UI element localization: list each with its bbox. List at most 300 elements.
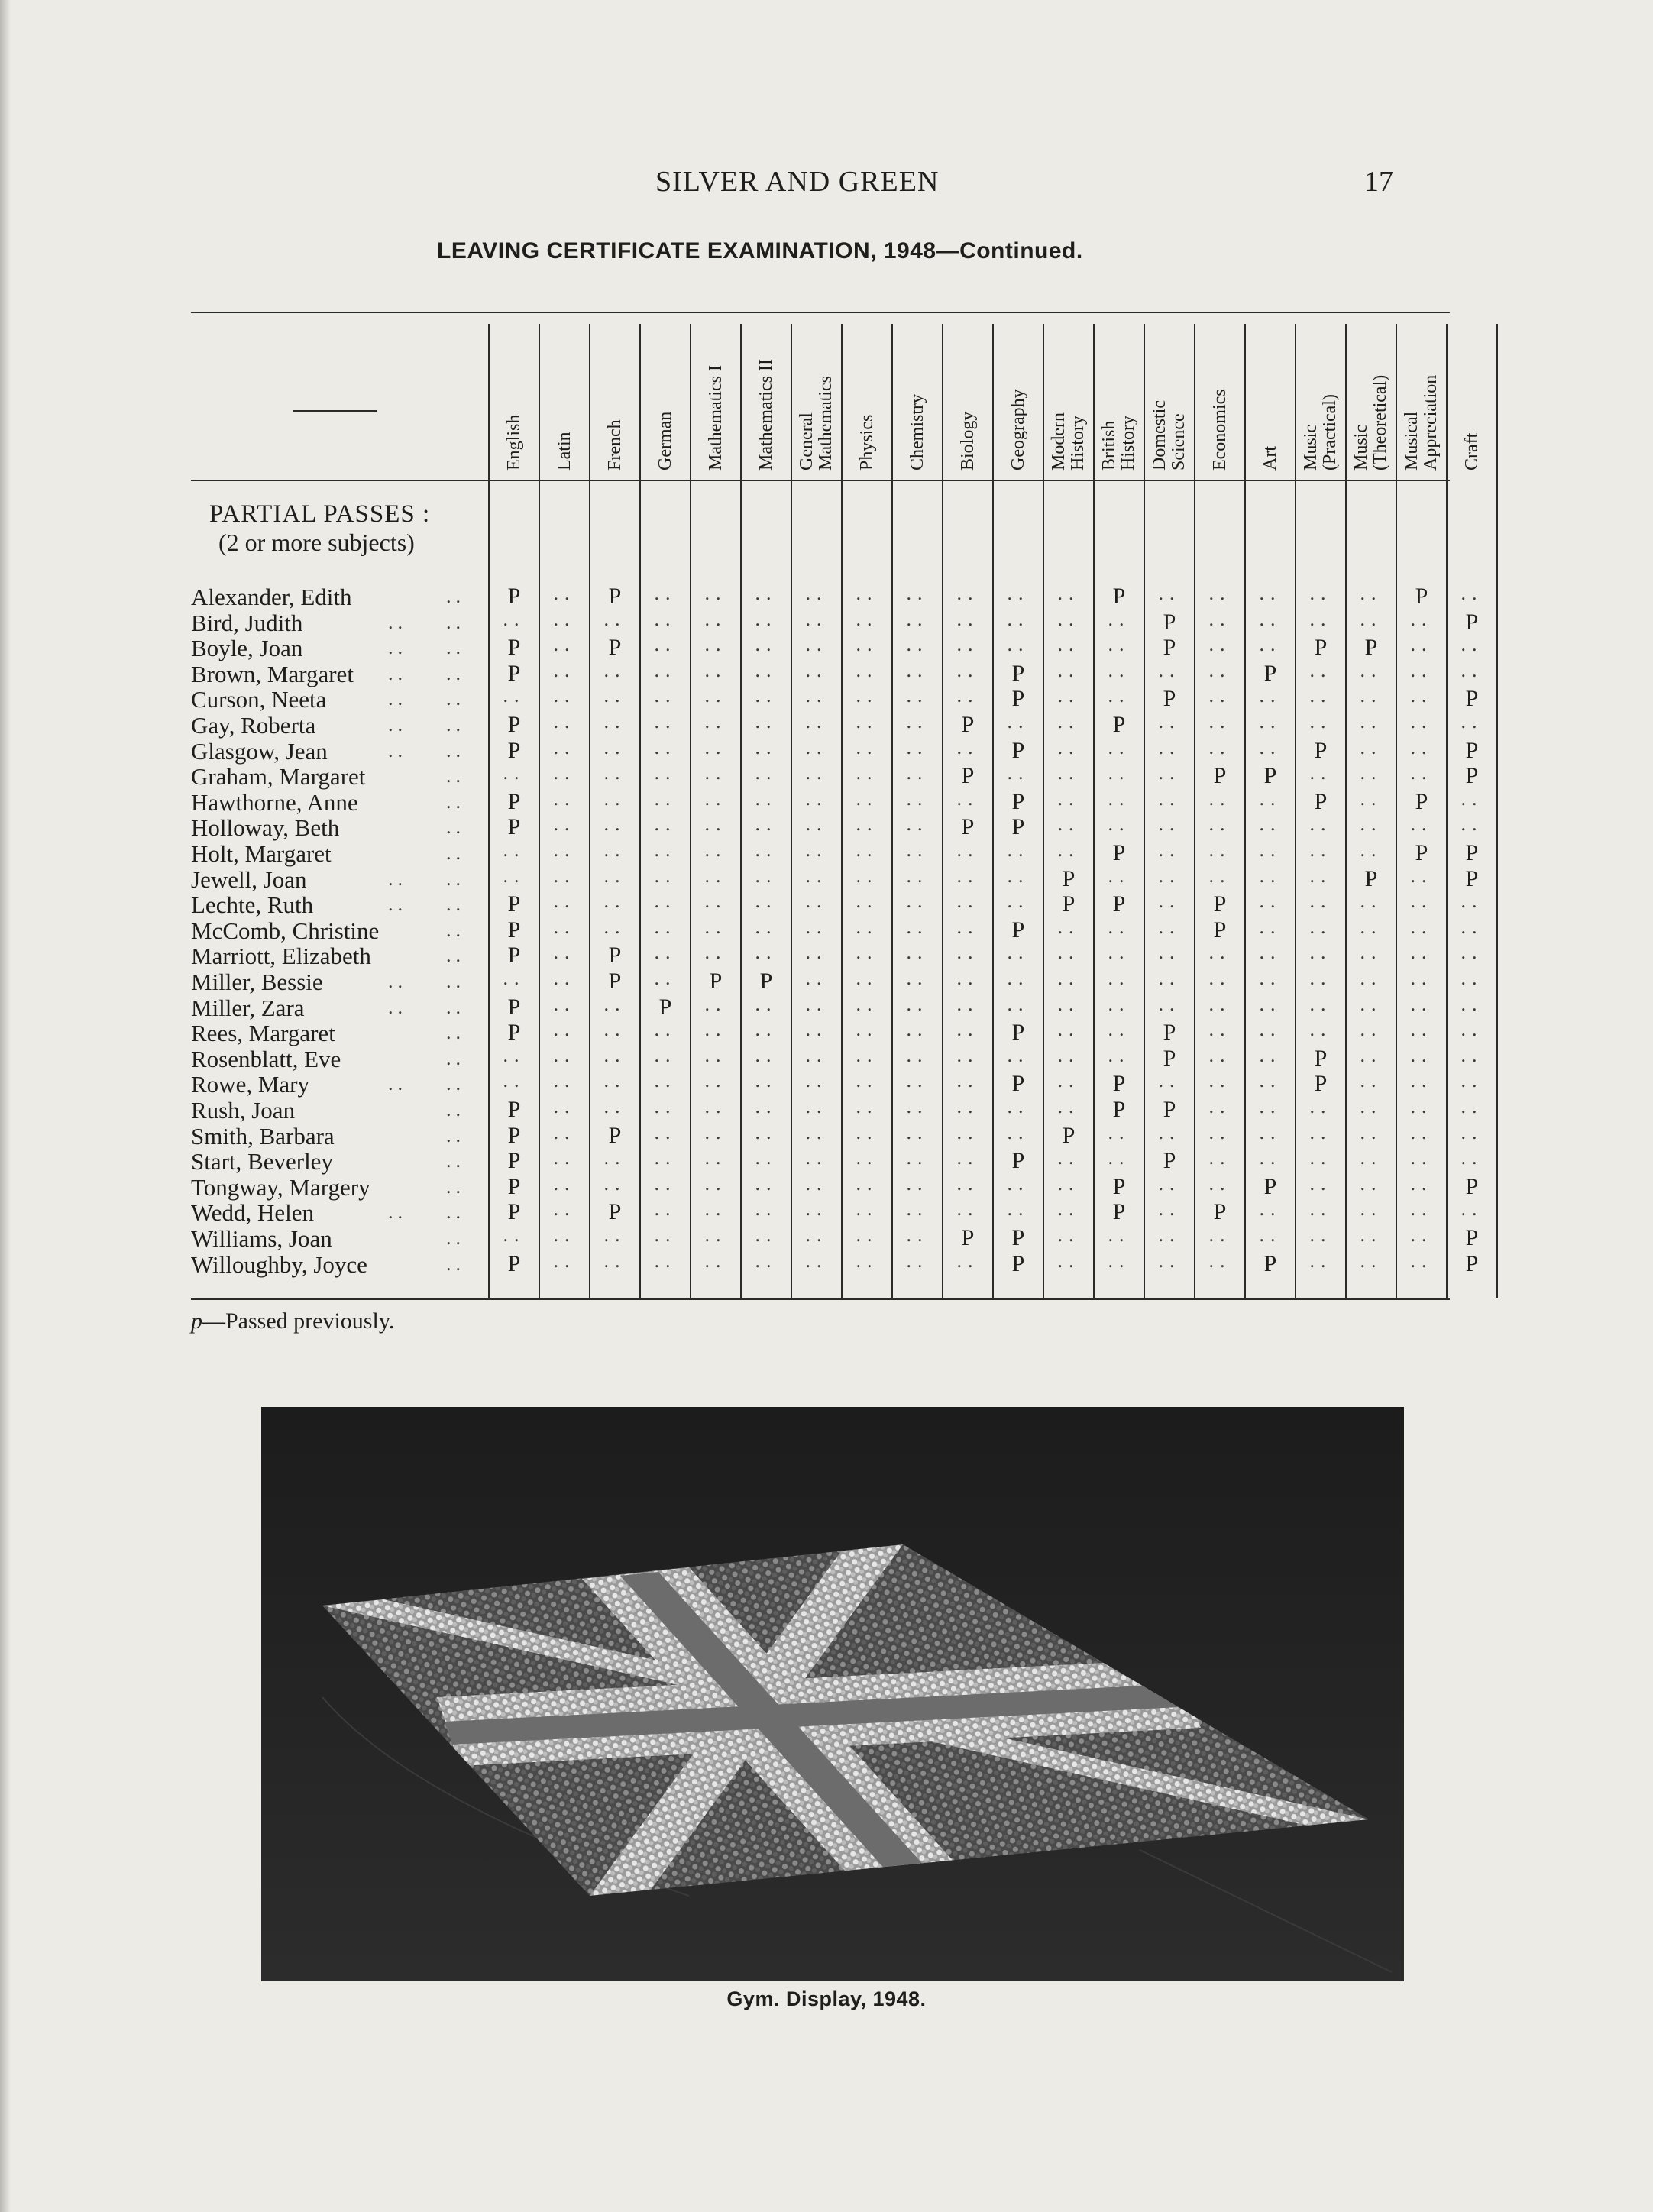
photo-caption: Gym. Display, 1948. — [726, 1987, 927, 2010]
subject-header — [640, 333, 691, 471]
empty-cell-dots: .. — [956, 941, 979, 964]
empty-cell-dots: .. — [603, 864, 626, 887]
empty-cell-dots: .. — [906, 1043, 929, 1066]
empty-cell-dots: .. — [704, 864, 727, 887]
empty-cell-dots: .. — [906, 890, 929, 913]
page-subtitle: LEAVING CERTIFICATE EXAMINATION, 1948—Continued. — [437, 238, 1083, 264]
empty-cell-dots: .. — [654, 1043, 677, 1066]
student-name: Marriott, Elizabeth — [191, 943, 371, 970]
empty-cell-dots: .. — [755, 1069, 778, 1092]
pass-mark: P — [1011, 1225, 1025, 1250]
pass-mark: P — [1011, 788, 1025, 814]
table-header-rule — [191, 480, 1450, 481]
pass-mark: P — [608, 1122, 622, 1148]
empty-cell-dots: .. — [1259, 915, 1282, 938]
empty-cell-dots: .. — [503, 1043, 526, 1066]
empty-cell-dots: .. — [856, 1121, 878, 1143]
empty-cell-dots: .. — [1108, 736, 1131, 758]
empty-cell-dots: .. — [1410, 941, 1433, 964]
empty-cell-dots: .. — [1461, 658, 1483, 681]
name-leader-dots: .. — [388, 867, 407, 890]
empty-cell-dots: .. — [856, 1043, 878, 1066]
table-row — [191, 738, 466, 763]
empty-cell-dots: .. — [1158, 762, 1181, 784]
empty-cell-dots: .. — [704, 839, 727, 861]
empty-cell-dots: .. — [856, 736, 878, 758]
empty-cell-dots: .. — [553, 1095, 576, 1117]
empty-cell-dots: .. — [956, 992, 979, 1015]
empty-cell-dots: .. — [603, 1146, 626, 1169]
pass-mark: P — [1011, 660, 1025, 686]
pass-mark: P — [1112, 584, 1126, 609]
empty-cell-dots: .. — [1108, 1043, 1131, 1066]
empty-cell-dots: .. — [755, 736, 778, 758]
empty-cell-dots: .. — [906, 582, 929, 604]
row-leader-dots: .. — [446, 790, 465, 813]
empty-cell-dots: .. — [856, 762, 878, 784]
empty-cell-dots: .. — [553, 890, 576, 913]
empty-cell-dots: .. — [1158, 710, 1181, 732]
student-name: Tongway, Margery — [191, 1173, 370, 1201]
empty-cell-dots: .. — [906, 736, 929, 758]
empty-cell-dots: .. — [704, 1018, 727, 1041]
empty-cell-dots: .. — [1208, 684, 1231, 707]
pass-mark: P — [507, 917, 521, 943]
empty-cell-dots: .. — [906, 658, 929, 681]
empty-cell-dots: .. — [755, 1121, 778, 1143]
empty-cell-dots: .. — [1461, 992, 1483, 1015]
table-row — [191, 1174, 466, 1199]
empty-cell-dots: .. — [805, 1069, 828, 1092]
empty-cell-dots: .. — [503, 1224, 526, 1246]
subject-header-label: Modern History — [1049, 412, 1088, 471]
empty-cell-dots: .. — [1158, 1249, 1181, 1272]
pass-mark: P — [1465, 737, 1479, 763]
pass-mark: P — [1062, 1122, 1076, 1148]
empty-cell-dots: .. — [1007, 633, 1030, 656]
pass-mark: P — [1465, 686, 1479, 712]
subject-header — [993, 333, 1043, 471]
empty-cell-dots: .. — [1158, 890, 1181, 913]
empty-cell-dots: .. — [704, 1069, 727, 1092]
empty-cell-dots: .. — [603, 1224, 626, 1246]
section-subtitle: (2 or more subjects) — [218, 529, 415, 556]
empty-cell-dots: .. — [1259, 1018, 1282, 1041]
row-leader-dots: .. — [446, 739, 465, 762]
empty-cell-dots: .. — [1108, 864, 1131, 887]
row-leader-dots: .. — [446, 944, 465, 967]
pass-mark: P — [507, 1250, 521, 1276]
empty-cell-dots: .. — [956, 787, 979, 810]
empty-cell-dots: .. — [805, 1043, 828, 1066]
empty-cell-dots: .. — [805, 1172, 828, 1195]
name-leader-dots: .. — [388, 893, 407, 916]
empty-cell-dots: .. — [856, 1198, 878, 1221]
row-leader-dots: .. — [446, 893, 465, 916]
empty-cell-dots: .. — [956, 736, 979, 758]
empty-cell-dots: .. — [1309, 658, 1332, 681]
student-name: Start, Beverley — [191, 1148, 333, 1176]
empty-cell-dots: .. — [1410, 1018, 1433, 1041]
empty-cell-dots: .. — [654, 762, 677, 784]
empty-cell-dots: .. — [1410, 1069, 1433, 1092]
empty-cell-dots: .. — [1108, 915, 1131, 938]
empty-cell-dots: .. — [1158, 1224, 1181, 1246]
empty-cell-dots: .. — [1259, 967, 1282, 989]
empty-cell-dots: .. — [1360, 941, 1383, 964]
empty-cell-dots: .. — [1360, 710, 1383, 732]
empty-cell-dots: .. — [1208, 1172, 1231, 1195]
empty-cell-dots: .. — [1360, 582, 1383, 604]
row-leader-dots: .. — [446, 1201, 465, 1224]
empty-cell-dots: .. — [1360, 1249, 1383, 1272]
subject-header — [489, 333, 539, 471]
pass-mark: P — [1263, 1173, 1277, 1199]
empty-cell-dots: .. — [1057, 1198, 1080, 1221]
empty-cell-dots: .. — [1360, 1172, 1383, 1195]
empty-cell-dots: .. — [1461, 710, 1483, 732]
empty-cell-dots: .. — [805, 762, 828, 784]
empty-cell-dots: .. — [856, 839, 878, 861]
table-row — [191, 917, 466, 943]
empty-cell-dots: .. — [1259, 633, 1282, 656]
empty-cell-dots: .. — [805, 1198, 828, 1221]
subject-header — [1447, 333, 1497, 471]
empty-cell-dots: .. — [1158, 1069, 1181, 1092]
empty-cell-dots: .. — [1360, 967, 1383, 989]
pass-mark: P — [507, 584, 521, 609]
pass-mark: P — [507, 891, 521, 917]
empty-cell-dots: .. — [956, 1121, 979, 1143]
empty-cell-dots: .. — [1309, 1121, 1332, 1143]
row-leader-dots: .. — [446, 970, 465, 992]
empty-cell-dots: .. — [1410, 915, 1433, 938]
pass-mark: P — [1112, 1199, 1126, 1225]
pass-mark: P — [1163, 686, 1176, 712]
empty-cell-dots: .. — [704, 1095, 727, 1117]
pass-mark: P — [1011, 917, 1025, 943]
empty-cell-dots: .. — [1208, 787, 1231, 810]
row-leader-dots: .. — [446, 765, 465, 787]
empty-cell-dots: .. — [906, 1249, 929, 1272]
empty-cell-dots: .. — [704, 813, 727, 836]
empty-cell-dots: .. — [755, 1198, 778, 1221]
table-bottom-rule — [191, 1298, 1450, 1300]
empty-cell-dots: .. — [1007, 710, 1030, 732]
empty-cell-dots: .. — [1461, 915, 1483, 938]
empty-cell-dots: .. — [1360, 736, 1383, 758]
empty-cell-dots: .. — [704, 633, 727, 656]
gym-display-photo — [261, 1407, 1404, 1981]
empty-cell-dots: .. — [755, 839, 778, 861]
student-name: Wedd, Helen — [191, 1199, 315, 1227]
name-leader-dots: .. — [388, 687, 407, 710]
student-name: Rush, Joan — [191, 1097, 296, 1124]
empty-cell-dots: .. — [755, 762, 778, 784]
row-leader-dots: .. — [446, 585, 465, 607]
empty-cell-dots: .. — [956, 658, 979, 681]
empty-cell-dots: .. — [1158, 1121, 1181, 1143]
table-row — [191, 1148, 466, 1176]
empty-cell-dots: .. — [805, 1249, 828, 1272]
subject-header-label: General Mathematics — [797, 376, 836, 471]
footnote — [191, 1308, 394, 1334]
table-row — [191, 943, 466, 968]
empty-cell-dots: .. — [755, 813, 778, 836]
empty-cell-dots: .. — [1007, 1043, 1030, 1066]
subject-header — [590, 333, 640, 471]
empty-cell-dots: .. — [1108, 787, 1131, 810]
subject-header-label: Music (Practical) — [1301, 394, 1340, 471]
name-leader-dots: .. — [388, 970, 407, 992]
empty-cell-dots: .. — [1259, 1198, 1282, 1221]
subject-header-label: Art — [1260, 446, 1280, 471]
student-name: Hawthorne, Anne — [191, 788, 358, 816]
empty-cell-dots: .. — [553, 839, 576, 861]
empty-cell-dots: .. — [1309, 607, 1332, 630]
subject-header — [842, 333, 892, 471]
empty-cell-dots: .. — [1108, 941, 1131, 964]
pass-mark: P — [1364, 635, 1378, 661]
table-row — [191, 840, 466, 865]
row-leader-dots: .. — [446, 1124, 465, 1146]
empty-cell-dots: .. — [1208, 813, 1231, 836]
empty-cell-dots: .. — [1007, 607, 1030, 630]
pass-mark: P — [507, 635, 521, 661]
pass-mark: P — [1112, 712, 1126, 737]
empty-cell-dots: .. — [1057, 582, 1080, 604]
empty-cell-dots: .. — [805, 864, 828, 887]
empty-cell-dots: .. — [856, 813, 878, 836]
empty-cell-dots: .. — [1461, 1121, 1483, 1143]
empty-cell-dots: .. — [1108, 607, 1131, 630]
empty-cell-dots: .. — [1309, 967, 1332, 989]
pass-mark: P — [1112, 1097, 1126, 1122]
empty-cell-dots: .. — [1410, 1095, 1433, 1117]
empty-cell-dots: .. — [1360, 1043, 1383, 1066]
pass-mark: P — [1465, 1225, 1479, 1250]
empty-cell-dots: .. — [1309, 762, 1332, 784]
empty-cell-dots: .. — [1259, 1069, 1282, 1092]
empty-cell-dots: .. — [1057, 633, 1080, 656]
empty-cell-dots: .. — [603, 1249, 626, 1272]
student-name: Miller, Zara — [191, 994, 305, 1021]
pass-mark: P — [709, 969, 723, 994]
empty-cell-dots: .. — [856, 633, 878, 656]
empty-cell-dots: .. — [906, 710, 929, 732]
subject-header — [539, 333, 590, 471]
empty-cell-dots: .. — [704, 710, 727, 732]
student-name: Brown, Margaret — [191, 660, 354, 687]
pass-mark: P — [1415, 584, 1428, 609]
empty-cell-dots: .. — [1410, 633, 1433, 656]
empty-cell-dots: .. — [1259, 890, 1282, 913]
empty-cell-dots: .. — [1259, 992, 1282, 1015]
empty-cell-dots: .. — [906, 967, 929, 989]
empty-cell-dots: .. — [503, 967, 526, 989]
pass-mark: P — [1415, 840, 1428, 865]
empty-cell-dots: .. — [805, 787, 828, 810]
subject-header-label: Mathematics I — [705, 365, 726, 471]
empty-cell-dots: .. — [1259, 710, 1282, 732]
empty-cell-dots: .. — [1309, 582, 1332, 604]
empty-cell-dots: .. — [1410, 607, 1433, 630]
empty-cell-dots: .. — [1158, 941, 1181, 964]
empty-cell-dots: .. — [503, 762, 526, 784]
empty-cell-dots: .. — [603, 607, 626, 630]
empty-cell-dots: .. — [755, 1043, 778, 1066]
empty-cell-dots: .. — [856, 890, 878, 913]
empty-cell-dots: .. — [906, 1018, 929, 1041]
empty-cell-dots: .. — [1007, 1095, 1030, 1117]
empty-cell-dots: .. — [1309, 1172, 1332, 1195]
empty-cell-dots: .. — [856, 710, 878, 732]
empty-cell-dots: .. — [1309, 839, 1332, 861]
empty-cell-dots: .. — [704, 992, 727, 1015]
empty-cell-dots: .. — [805, 684, 828, 707]
pass-mark: P — [507, 1173, 521, 1199]
empty-cell-dots: .. — [1057, 1069, 1080, 1092]
pass-mark: P — [1364, 865, 1378, 891]
pass-mark: P — [1011, 1250, 1025, 1276]
empty-cell-dots: .. — [755, 941, 778, 964]
empty-cell-dots: .. — [1057, 967, 1080, 989]
pass-mark: P — [608, 584, 622, 609]
empty-cell-dots: .. — [1410, 762, 1433, 784]
row-leader-dots: .. — [446, 713, 465, 736]
empty-cell-dots: .. — [654, 684, 677, 707]
empty-cell-dots: .. — [956, 915, 979, 938]
empty-cell-dots: .. — [1360, 787, 1383, 810]
empty-cell-dots: .. — [704, 1043, 727, 1066]
empty-cell-dots: .. — [906, 1121, 929, 1143]
empty-cell-dots: .. — [1208, 1224, 1231, 1246]
name-column-header-dash — [293, 410, 377, 412]
row-leader-dots: .. — [446, 1252, 465, 1275]
empty-cell-dots: .. — [1208, 633, 1231, 656]
empty-cell-dots: .. — [1158, 915, 1181, 938]
pass-mark: P — [961, 1225, 975, 1250]
table-row — [191, 661, 466, 686]
row-leader-dots: .. — [446, 1098, 465, 1121]
empty-cell-dots: .. — [553, 864, 576, 887]
student-name: Willoughby, Joyce — [191, 1250, 367, 1278]
empty-cell-dots: .. — [856, 684, 878, 707]
empty-cell-dots: .. — [1108, 1224, 1131, 1246]
empty-cell-dots: .. — [1461, 1069, 1483, 1092]
empty-cell-dots: .. — [856, 1146, 878, 1169]
empty-cell-dots: .. — [856, 864, 878, 887]
empty-cell-dots: .. — [805, 710, 828, 732]
pass-mark: P — [507, 1097, 521, 1122]
empty-cell-dots: .. — [553, 1043, 576, 1066]
empty-cell-dots: .. — [553, 915, 576, 938]
pass-mark: P — [507, 994, 521, 1020]
pass-mark: P — [608, 1199, 622, 1225]
empty-cell-dots: .. — [1208, 582, 1231, 604]
empty-cell-dots: .. — [1360, 1224, 1383, 1246]
table-row — [191, 635, 466, 660]
empty-cell-dots: .. — [654, 941, 677, 964]
row-leader-dots: .. — [446, 816, 465, 839]
empty-cell-dots: .. — [1158, 813, 1181, 836]
pass-mark: P — [1011, 1020, 1025, 1046]
pass-mark: P — [1062, 865, 1076, 891]
table-row — [191, 891, 466, 917]
empty-cell-dots: .. — [654, 787, 677, 810]
empty-cell-dots: .. — [906, 1146, 929, 1169]
empty-cell-dots: .. — [1360, 1095, 1383, 1117]
subject-header-label: Musical Appreciation — [1402, 374, 1441, 471]
empty-cell-dots: .. — [1309, 915, 1332, 938]
pass-mark: P — [658, 994, 672, 1020]
table-row — [191, 1071, 466, 1096]
empty-cell-dots: .. — [1309, 684, 1332, 707]
subject-header — [1245, 333, 1296, 471]
empty-cell-dots: .. — [603, 813, 626, 836]
subject-header-label: English — [503, 414, 524, 471]
pass-mark: P — [1163, 609, 1176, 635]
empty-cell-dots: .. — [805, 839, 828, 861]
empty-cell-dots: .. — [704, 1198, 727, 1221]
subject-header — [691, 333, 741, 471]
empty-cell-dots: .. — [1007, 890, 1030, 913]
empty-cell-dots: .. — [603, 1095, 626, 1117]
empty-cell-dots: .. — [503, 684, 526, 707]
empty-cell-dots: .. — [906, 864, 929, 887]
pass-mark: P — [961, 814, 975, 840]
empty-cell-dots: .. — [805, 658, 828, 681]
student-name: Curson, Neeta — [191, 686, 327, 713]
empty-cell-dots: .. — [654, 1198, 677, 1221]
empty-cell-dots: .. — [1158, 992, 1181, 1015]
pass-mark: P — [608, 969, 622, 994]
empty-cell-dots: .. — [603, 890, 626, 913]
empty-cell-dots: .. — [654, 1095, 677, 1117]
subject-header-label: Geography — [1008, 389, 1028, 471]
student-name: Gay, Roberta — [191, 712, 316, 739]
empty-cell-dots: .. — [956, 1069, 979, 1092]
empty-cell-dots: .. — [553, 967, 576, 989]
pass-mark: P — [1163, 1097, 1176, 1122]
student-name: Bird, Judith — [191, 609, 303, 636]
empty-cell-dots: .. — [1158, 787, 1181, 810]
empty-cell-dots: .. — [1057, 736, 1080, 758]
empty-cell-dots: .. — [1410, 684, 1433, 707]
empty-cell-dots: .. — [1360, 1146, 1383, 1169]
empty-cell-dots: .. — [1360, 992, 1383, 1015]
empty-cell-dots: .. — [1360, 684, 1383, 707]
empty-cell-dots: .. — [1158, 658, 1181, 681]
empty-cell-dots: .. — [805, 607, 828, 630]
empty-cell-dots: .. — [704, 582, 727, 604]
empty-cell-dots: .. — [956, 607, 979, 630]
empty-cell-dots: .. — [1259, 684, 1282, 707]
empty-cell-dots: .. — [1007, 839, 1030, 861]
student-name: Boyle, Joan — [191, 635, 303, 662]
empty-cell-dots: .. — [1108, 1121, 1131, 1143]
table-row — [191, 1251, 466, 1276]
pass-mark: P — [1263, 1250, 1277, 1276]
table-row — [191, 1199, 466, 1227]
empty-cell-dots: .. — [1461, 1018, 1483, 1041]
subject-header-label: Latin — [554, 432, 574, 471]
empty-cell-dots: .. — [805, 890, 828, 913]
empty-cell-dots: .. — [603, 1043, 626, 1066]
empty-cell-dots: .. — [755, 607, 778, 630]
empty-cell-dots: .. — [1259, 839, 1282, 861]
empty-cell-dots: .. — [805, 1146, 828, 1169]
